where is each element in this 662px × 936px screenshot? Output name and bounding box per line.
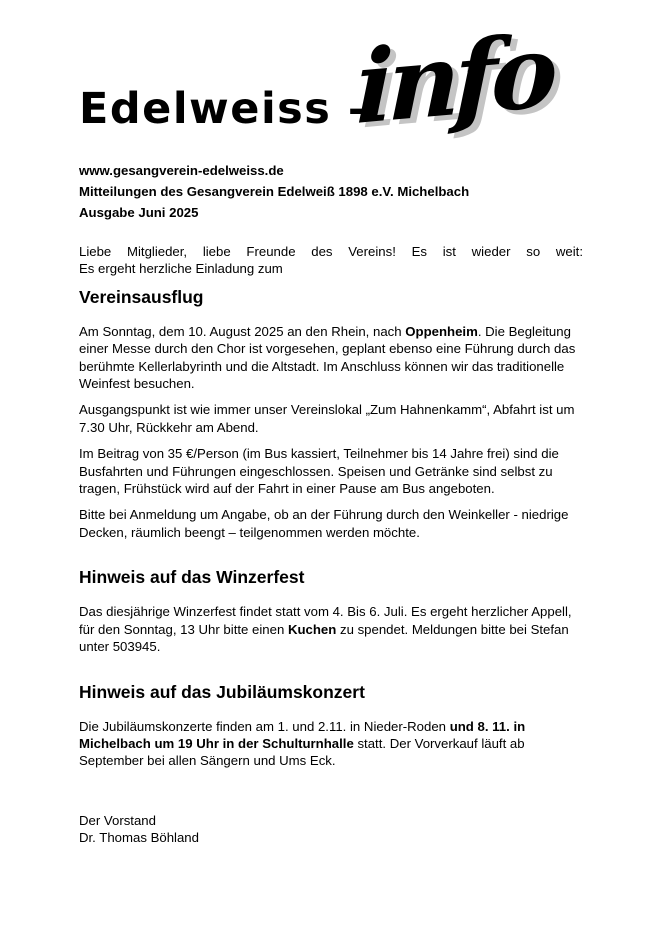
ausflug-paragraph-2: Ausgangspunkt ist wie immer unser Vereinslokal „Zum Hahnenkamm“, Abfahrt ist um 7.30 Uhr, Rückkehr am Abend. [79, 402, 575, 435]
winzerfest-p1-text-rest: zu spendet. Meldungen bitte bei Stefan unter 503945. [79, 621, 569, 655]
ausflug-p1-bold: Oppenheim [405, 323, 478, 339]
ausflug-p1-text-rest: . Die Begleitung einer Messe durch den Chor ist vorgesehen, geplant ebenso eine Führung durch das berühmte Kellerlabyrinth und die Altstadt. Im Anschluss können wir das traditionelle Weinfest besuchen. [79, 323, 576, 392]
ausflug-p1-text: Am Sonntag, dem 10. August 2025 an den Rhein, nach [79, 323, 406, 339]
konzert-p1-text: Die Jubiläumskonzerte finden am 1. und 2.11. in Nieder-Roden [79, 718, 450, 734]
section-heading-winzerfest: Hinweis auf das Winzerfest [79, 567, 305, 588]
konzert-p1-text-rest: statt. Der Vorverkauf läuft ab September bei allen Sängern und Ums Eck. [79, 735, 525, 769]
issue-line: Ausgabe Juni 2025 [79, 205, 199, 220]
winzerfest-p1-bold: Kuchen [287, 621, 337, 637]
winzerfest-p1-text: Das diesjährige Winzerfest findet statt vom 4. Bis 6. Juli. Es ergeht herzlicher Appell, für den Sonntag, 13 Uhr bitte einen [79, 604, 572, 637]
konzert-p1-bold: und 8. 11. in Michelbach um 19 Uhr in der Schulturnhalle [79, 718, 526, 751]
section-heading-jubilaeumskonzert: Hinweis auf das Jubiläumskonzert [79, 681, 365, 702]
publication-line: Mitteilungen des Gesangverein Edelweiß 1898 e.V. Michelbach [79, 184, 470, 199]
signature-role: Der Vorstand [79, 812, 156, 828]
masthead-lines [79, 160, 583, 223]
website-url: www.gesangverein-edelweiss.de [79, 163, 284, 178]
ausflug-paragraph-4: Bitte bei Anmeldung um Angabe, ob an der Führung durch den Weinkeller - niedrige Decken, räumlich beengt – teilgenommen werden möchte. [79, 507, 569, 540]
intro-paragraph [79, 243, 583, 278]
intro-line-justified: Liebe Mitglieder, liebe Freunde des Vereins! Es ist wieder so weit: [79, 244, 583, 259]
signature-name: Dr. Thomas Böhland [79, 830, 199, 846]
konzert-paragraph [79, 718, 583, 770]
ausflug-paragraph-1 [79, 323, 583, 393]
logo-info-script: info [355, 11, 553, 147]
logo-wordmark: Edelweiss – [79, 84, 371, 134]
winzerfest-paragraph [79, 603, 583, 655]
section-heading-vereinsausflug: Vereinsausflug [79, 286, 204, 307]
ausflug-paragraph-3: Im Beitrag von 35 €/Person (im Bus kassiert, Teilnehmer bis 14 Jahre frei) sind die Busfahrten und Führungen eingeschlossen. Speisen und Getränke sind selbst zu tragen, Frühstück wird auf der Fahrt in einer Pause am Bus angeboten. [79, 446, 559, 497]
masthead-logo [79, 11, 583, 160]
signature-block [79, 812, 583, 847]
intro-line-rest: Es ergeht herzliche Einladung zum [79, 261, 283, 277]
